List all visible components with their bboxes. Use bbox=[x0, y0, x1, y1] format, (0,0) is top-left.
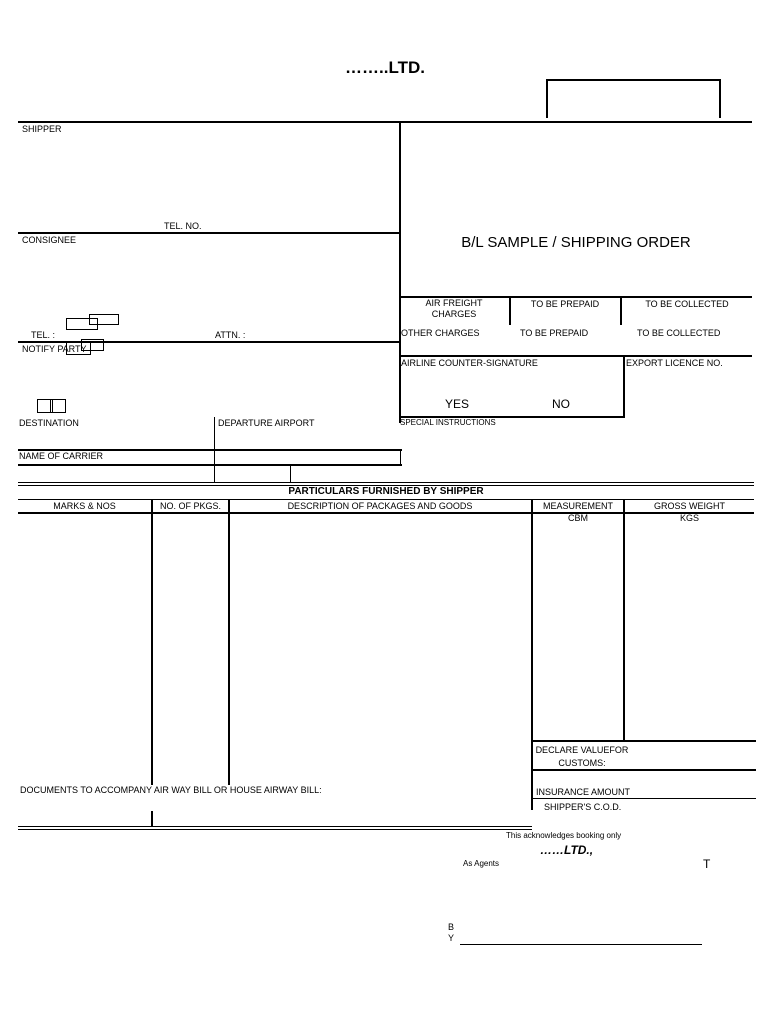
as-agents-label: As Agents bbox=[463, 859, 500, 868]
col-divider-4 bbox=[623, 500, 625, 741]
other-prepaid-label: TO BE PREPAID bbox=[520, 328, 589, 338]
measurement-unit: CBM bbox=[568, 513, 588, 523]
shipper-label: SHIPPER bbox=[22, 124, 62, 134]
company-name: ……..LTD. bbox=[345, 58, 425, 77]
to-be-collected-label: TO BE COLLECTED bbox=[645, 299, 729, 309]
reference-box[interactable] bbox=[546, 79, 721, 118]
marks-bottom-stub bbox=[151, 811, 153, 827]
marks-header: MARKS & NOS bbox=[53, 501, 116, 511]
destination-label: DESTINATION bbox=[19, 418, 79, 428]
signature-divider bbox=[623, 356, 625, 417]
particulars-bottom-rule-2 bbox=[18, 829, 532, 830]
consignee-tel-label: TEL. : bbox=[31, 330, 56, 340]
to-be-prepaid-label: TO BE PREPAID bbox=[530, 299, 600, 309]
footer-t: T bbox=[703, 857, 711, 871]
footer-company: ……LTD., bbox=[540, 843, 594, 857]
col-divider-3 bbox=[531, 500, 533, 810]
destination-box-2[interactable] bbox=[50, 399, 66, 413]
consignee-label: CONSIGNEE bbox=[22, 235, 77, 245]
export-licence-label: EXPORT LICENCE NO. bbox=[626, 358, 723, 368]
gross-weight-unit: KGS bbox=[679, 513, 699, 523]
charges-bottom-rule bbox=[400, 355, 752, 357]
col-divider-2 bbox=[228, 500, 230, 785]
document-title: B/L SAMPLE / SHIPPING ORDER bbox=[461, 234, 691, 251]
departure-airport-label: DEPARTURE AIRPORT bbox=[218, 418, 315, 428]
tel-box-2[interactable] bbox=[89, 314, 119, 325]
particulars-title: PARTICULARS FURNISHED BY SHIPPER bbox=[288, 486, 484, 497]
airline-counter-signature-label: AIRLINE COUNTER-SIGNATURE bbox=[401, 358, 538, 368]
gross-weight-header: GROSS WEIGHT bbox=[653, 501, 725, 511]
col-divider-1 bbox=[151, 500, 153, 785]
acknowledge-text: This acknowledges booking only bbox=[506, 831, 622, 840]
top-rule bbox=[18, 121, 752, 123]
air-freight-label: AIR FREIGHT CHARGES bbox=[425, 298, 483, 319]
documents-label: DOCUMENTS TO ACCOMPANY AIR WAY BILL OR HOUSE AIRWAY BILL: bbox=[20, 785, 322, 795]
shipper-rule bbox=[18, 232, 400, 234]
yes-option[interactable]: YES bbox=[445, 397, 470, 411]
notify-box-2[interactable] bbox=[81, 339, 104, 351]
particulars-bottom-rule-1 bbox=[18, 826, 532, 827]
center-divider bbox=[399, 122, 401, 423]
measurement-header: MEASUREMENT bbox=[542, 501, 613, 511]
particulars-header-rule bbox=[18, 512, 754, 514]
consignee-attn-label: ATTN. : bbox=[215, 330, 246, 340]
description-header: DESCRIPTION OF PACKAGES AND GOODS bbox=[287, 501, 473, 511]
other-charges-label: OTHER CHARGES bbox=[401, 328, 480, 338]
tel-no-label: TEL. NO. bbox=[164, 221, 202, 231]
other-collected-label: TO BE COLLECTED bbox=[637, 328, 721, 338]
no-option[interactable]: NO bbox=[552, 397, 570, 411]
insurance-label: INSURANCE AMOUNT bbox=[536, 787, 631, 797]
pkgs-header: NO. OF PKGS. bbox=[159, 501, 221, 511]
carrier-right-edge bbox=[400, 449, 401, 466]
by-b: B bbox=[448, 922, 455, 932]
particulars-rule-3 bbox=[18, 499, 754, 500]
carrier-subdivider bbox=[290, 465, 291, 482]
declare-bottom-rule bbox=[531, 769, 756, 771]
special-instructions-label: SPECIAL INSTRUCTIONS bbox=[400, 418, 496, 427]
carrier-rule bbox=[18, 464, 402, 466]
declare-top-rule bbox=[531, 740, 756, 742]
signature-line[interactable] bbox=[460, 944, 702, 945]
insurance-rule bbox=[531, 798, 756, 799]
shipper-cod-label: SHIPPER'S C.O.D. bbox=[544, 802, 622, 812]
notify-party-label: NOTIFY PARTY bbox=[22, 344, 87, 354]
particulars-rule-1 bbox=[18, 482, 754, 483]
declare-value-label: DECLARE VALUEFOR CUSTOMS: bbox=[535, 745, 629, 768]
by-y: Y bbox=[448, 933, 455, 943]
carrier-label: NAME OF CARRIER bbox=[19, 451, 104, 461]
